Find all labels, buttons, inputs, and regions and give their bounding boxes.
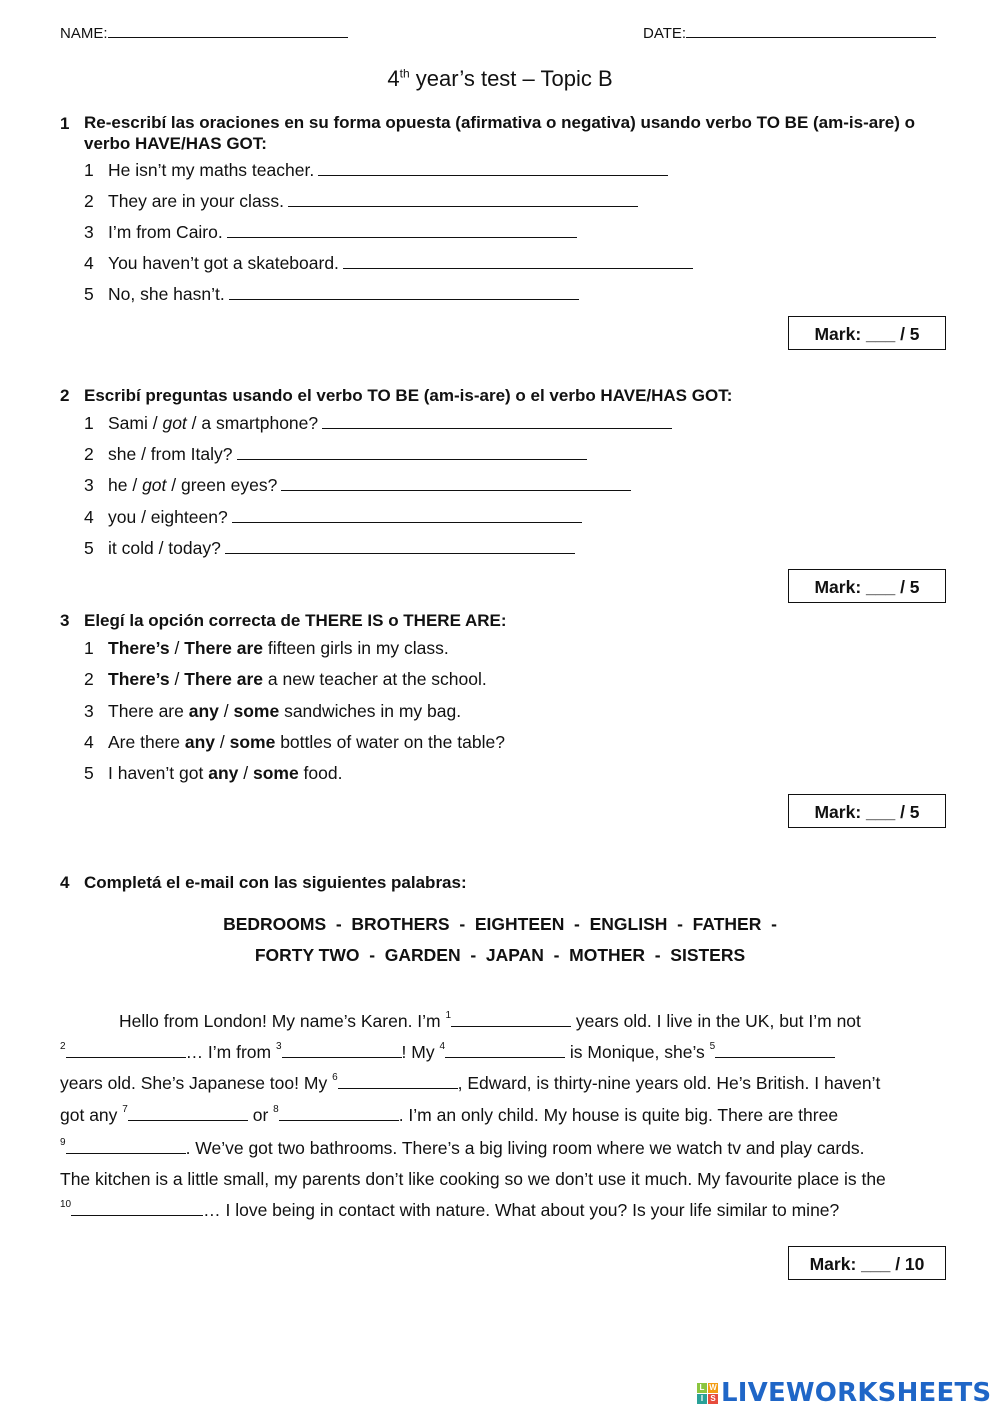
option-b[interactable]: There are bbox=[184, 669, 263, 689]
list-item: 5 No, she hasn’t. bbox=[84, 284, 579, 305]
section-3-number: 3 bbox=[60, 611, 70, 630]
section-4-instruction: Completá el e-mail con las siguientes palabras: bbox=[84, 873, 467, 892]
answer-line[interactable] bbox=[237, 458, 587, 460]
blank-4[interactable] bbox=[445, 1056, 565, 1058]
email-line-2: $^2$ … I’m from $^3$ ! My $^4$ is Monique, she’s $^5$ bbox=[60, 1042, 835, 1063]
section-1-number: 1 bbox=[60, 114, 70, 133]
email-line-6: The kitchen is a little small, my parents don’t like cooking so we don’t use it much. My favourite place is the bbox=[60, 1169, 886, 1189]
email-line-1: Hello from London! My name’s Karen. I’m $^1$ years old. I live in the UK, but I’m not bbox=[119, 1010, 861, 1031]
option-a[interactable]: any bbox=[188, 701, 219, 721]
section-2-instruction: Escribí preguntas usando el verbo TO BE (am-is-are) o el verbo HAVE/HAS GOT: bbox=[84, 386, 733, 405]
answer-line[interactable] bbox=[288, 205, 638, 207]
date-label: DATE: bbox=[643, 25, 687, 42]
mark-box-1[interactable]: Mark: ___ / 5 bbox=[788, 316, 946, 350]
logo-icon: L W I S bbox=[697, 1383, 718, 1404]
list-item[interactable]: 3 There are any / some sandwiches in my bag. bbox=[84, 701, 462, 721]
date-field[interactable] bbox=[643, 25, 936, 42]
logo-text: LIVEWORKSHEETS bbox=[721, 1378, 992, 1408]
word-bank-line-1: BEDROOMS - BROTHERS - EIGHTEEN - ENGLISH - FATHER - bbox=[223, 914, 777, 934]
blank-6[interactable] bbox=[338, 1087, 458, 1089]
answer-line[interactable] bbox=[322, 427, 672, 429]
page-title: 4th year’s test – Topic B bbox=[387, 66, 613, 91]
list-item: 1 He isn’t my maths teacher. bbox=[84, 160, 668, 181]
word-bank-line-2: FORTY TWO - GARDEN - JAPAN - MOTHER - SISTERS bbox=[254, 945, 746, 965]
email-line-7: $^{10}$ … I love being in contact with nature. What about you? Is your life similar to mine? bbox=[60, 1199, 840, 1220]
name-field[interactable] bbox=[60, 25, 348, 42]
option-b[interactable]: some bbox=[233, 701, 280, 721]
list-item: 3 I’m from Cairo. bbox=[84, 222, 577, 243]
email-line-3: years old. She’s Japanese too! My $^6$ , Edward, is thirty-nine years old. He’s British. I haven’t bbox=[60, 1072, 881, 1093]
answer-line[interactable] bbox=[281, 489, 631, 491]
answer-line[interactable] bbox=[227, 236, 577, 238]
option-a[interactable]: any bbox=[184, 732, 216, 752]
mark-box-3[interactable]: Mark: ___ / 5 bbox=[788, 794, 946, 828]
list-item[interactable]: 2 There’s / There are a new teacher at the school. bbox=[84, 669, 487, 689]
blank-3[interactable] bbox=[282, 1056, 402, 1058]
section-1-instruction: Re-escribí las oraciones en su forma opuesta (afirmativa o negativa) usando verbo TO BE (am-is-are) o verbo HAVE/HAS GOT: bbox=[84, 113, 916, 153]
list-item: 4 you / eighteen? bbox=[84, 507, 582, 528]
name-line[interactable] bbox=[108, 37, 348, 38]
email-line-4: got any $^7$ or $^8$ . I’m an only child. My house is quite big. There are three bbox=[60, 1104, 839, 1125]
date-line[interactable] bbox=[686, 37, 936, 38]
option-b[interactable]: There are bbox=[184, 638, 263, 658]
list-item: 4 You haven’t got a skateboard. bbox=[84, 253, 693, 274]
list-item[interactable]: 4 Are there any / some bottles of water on the table? bbox=[84, 732, 505, 752]
list-item: 5 it cold / today? bbox=[84, 538, 575, 559]
mark-box-4[interactable]: Mark: ___ / 10 bbox=[788, 1246, 946, 1280]
answer-line[interactable] bbox=[232, 521, 582, 523]
email-line-5: $^9$ . We’ve got two bathrooms. There’s a big living room where we watch tv and play cards. bbox=[60, 1137, 865, 1158]
blank-9[interactable] bbox=[66, 1152, 186, 1154]
section-4-number: 4 bbox=[60, 873, 70, 892]
name-label: NAME: bbox=[60, 25, 108, 42]
option-a[interactable]: There’s bbox=[108, 638, 170, 658]
blank-8[interactable] bbox=[279, 1119, 399, 1121]
mark-box-2[interactable]: Mark: ___ / 5 bbox=[788, 569, 946, 603]
list-item: 3 he / got / green eyes? bbox=[84, 475, 631, 496]
answer-line[interactable] bbox=[229, 298, 579, 300]
option-a[interactable]: any bbox=[208, 763, 239, 783]
list-item: 1 Sami / got / a smartphone? bbox=[84, 413, 672, 434]
list-item: 2 she / from Italy? bbox=[84, 444, 587, 465]
list-item[interactable]: 1 There’s / There are fifteen girls in my class. bbox=[84, 638, 449, 658]
section-2-number: 2 bbox=[60, 386, 70, 405]
answer-line[interactable] bbox=[318, 174, 668, 176]
blank-10[interactable] bbox=[71, 1214, 203, 1216]
answer-line[interactable] bbox=[343, 267, 693, 269]
option-b[interactable]: some bbox=[252, 763, 299, 783]
blank-5[interactable] bbox=[715, 1056, 835, 1058]
blank-7[interactable] bbox=[128, 1119, 248, 1121]
blank-1[interactable] bbox=[451, 1025, 571, 1027]
blank-2[interactable] bbox=[66, 1056, 186, 1058]
list-item: 2 They are in your class. bbox=[84, 191, 638, 212]
section-3-instruction: Elegí la opción correcta de THERE IS o THERE ARE: bbox=[84, 611, 507, 630]
liveworksheets-logo bbox=[697, 1378, 991, 1408]
option-b[interactable]: some bbox=[229, 732, 276, 752]
list-item[interactable]: 5 I haven’t got any / some food. bbox=[84, 763, 343, 783]
option-a[interactable]: There’s bbox=[108, 669, 170, 689]
answer-line[interactable] bbox=[225, 552, 575, 554]
